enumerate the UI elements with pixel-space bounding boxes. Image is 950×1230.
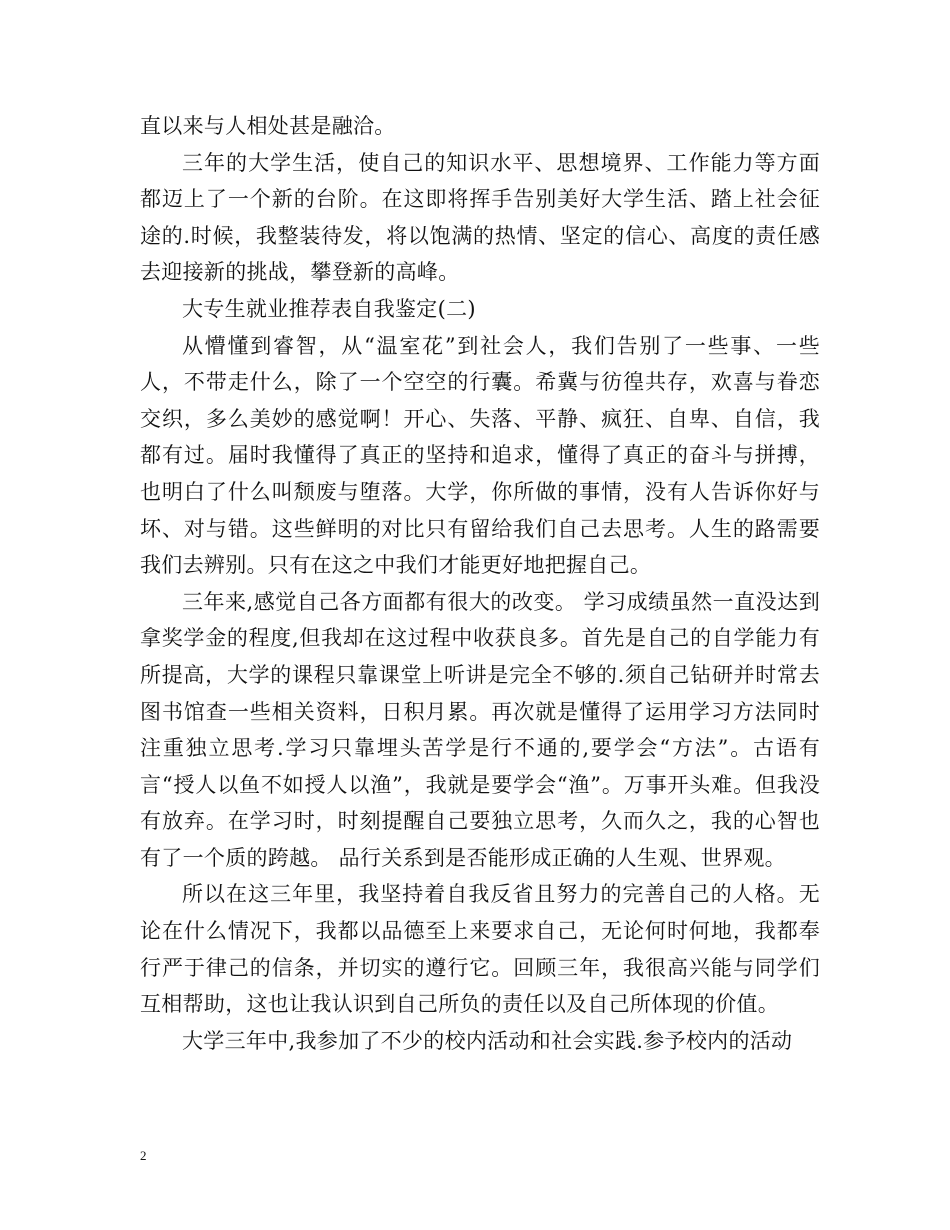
document-body (140, 108, 820, 1059)
paragraph-continuation: 直以来与人相处甚是融洽。 (140, 114, 396, 138)
page-number: 2 (140, 1148, 147, 1163)
section-heading: 大专生就业推荐表自我鉴定(二) (182, 296, 476, 321)
paragraph-college-summary: 三年的大学生活，使自己的知识水平、思想境界、工作能力等方面都迈上了一个新的台阶。在这即将挥手告别美好大学生活、踏上社会征途的.时候，我整装待发，将以饱满的热情、坚定的信心、高度的责任感去迎接新的挑战，攀登新的高峰。 (140, 150, 820, 285)
paragraph-study: 三年来,感觉自己各方面都有很大的改变。 学习成绩虽然一直没达到拿奖学金的程度,但我却在这过程中收获良多。首先是自己的自学能力有所提高，大学的课程只靠课堂上听讲是完全不够的.须自己钻研并时常去图书馆查一些相关资料，日积月累。再次就是懂得了运用学习方法同时注重独立思考.学习只靠埋头苦学是行不通的,要学会“方法”。古语有言“授人以鱼不如授人以渔”，我就是要学会“渔”。万事开头难。但我没有放弃。在学习时，时刻提醒自己要独立思考，久而久之，我的心智也有了一个质的跨越。 品行关系到是否能形成正确的人生观、世界观。 (140, 589, 820, 870)
paragraph-growth: 从懵懂到睿智，从“温室花”到社会人，我们告别了一些事、一些人，不带走什么，除了一个空空的行囊。希冀与彷徨共存，欢喜与眷恋交织，多么美妙的感觉啊！开心、失落、平静、疯狂、自卑、自信，我都有过。届时我懂得了真正的坚持和追求，懂得了真正的奋斗与拼搏，也明白了什么叫颓废与堕落。大学，你所做的事情，没有人告诉你好与坏、对与错。这些鲜明的对比只有留给我们自己去思考。人生的路需要我们去辨别。只有在这之中我们才能更好地把握自己。 (140, 333, 820, 578)
paragraph-character: 所以在这三年里，我坚持着自我反省且努力的完善自己的人格。无论在什么情况下，我都以品德至上来要求自己，无论何时何地，我都奉行严于律己的信条，并切实的遵行它。回顾三年，我很高兴能与同学们互相帮助，这也让我认识到自己所负的责任以及自己所体现的价值。 (140, 882, 820, 1017)
paragraph-activities: 大学三年中,我参加了不少的校内活动和社会实践.参予校内的活动 (182, 1028, 793, 1053)
